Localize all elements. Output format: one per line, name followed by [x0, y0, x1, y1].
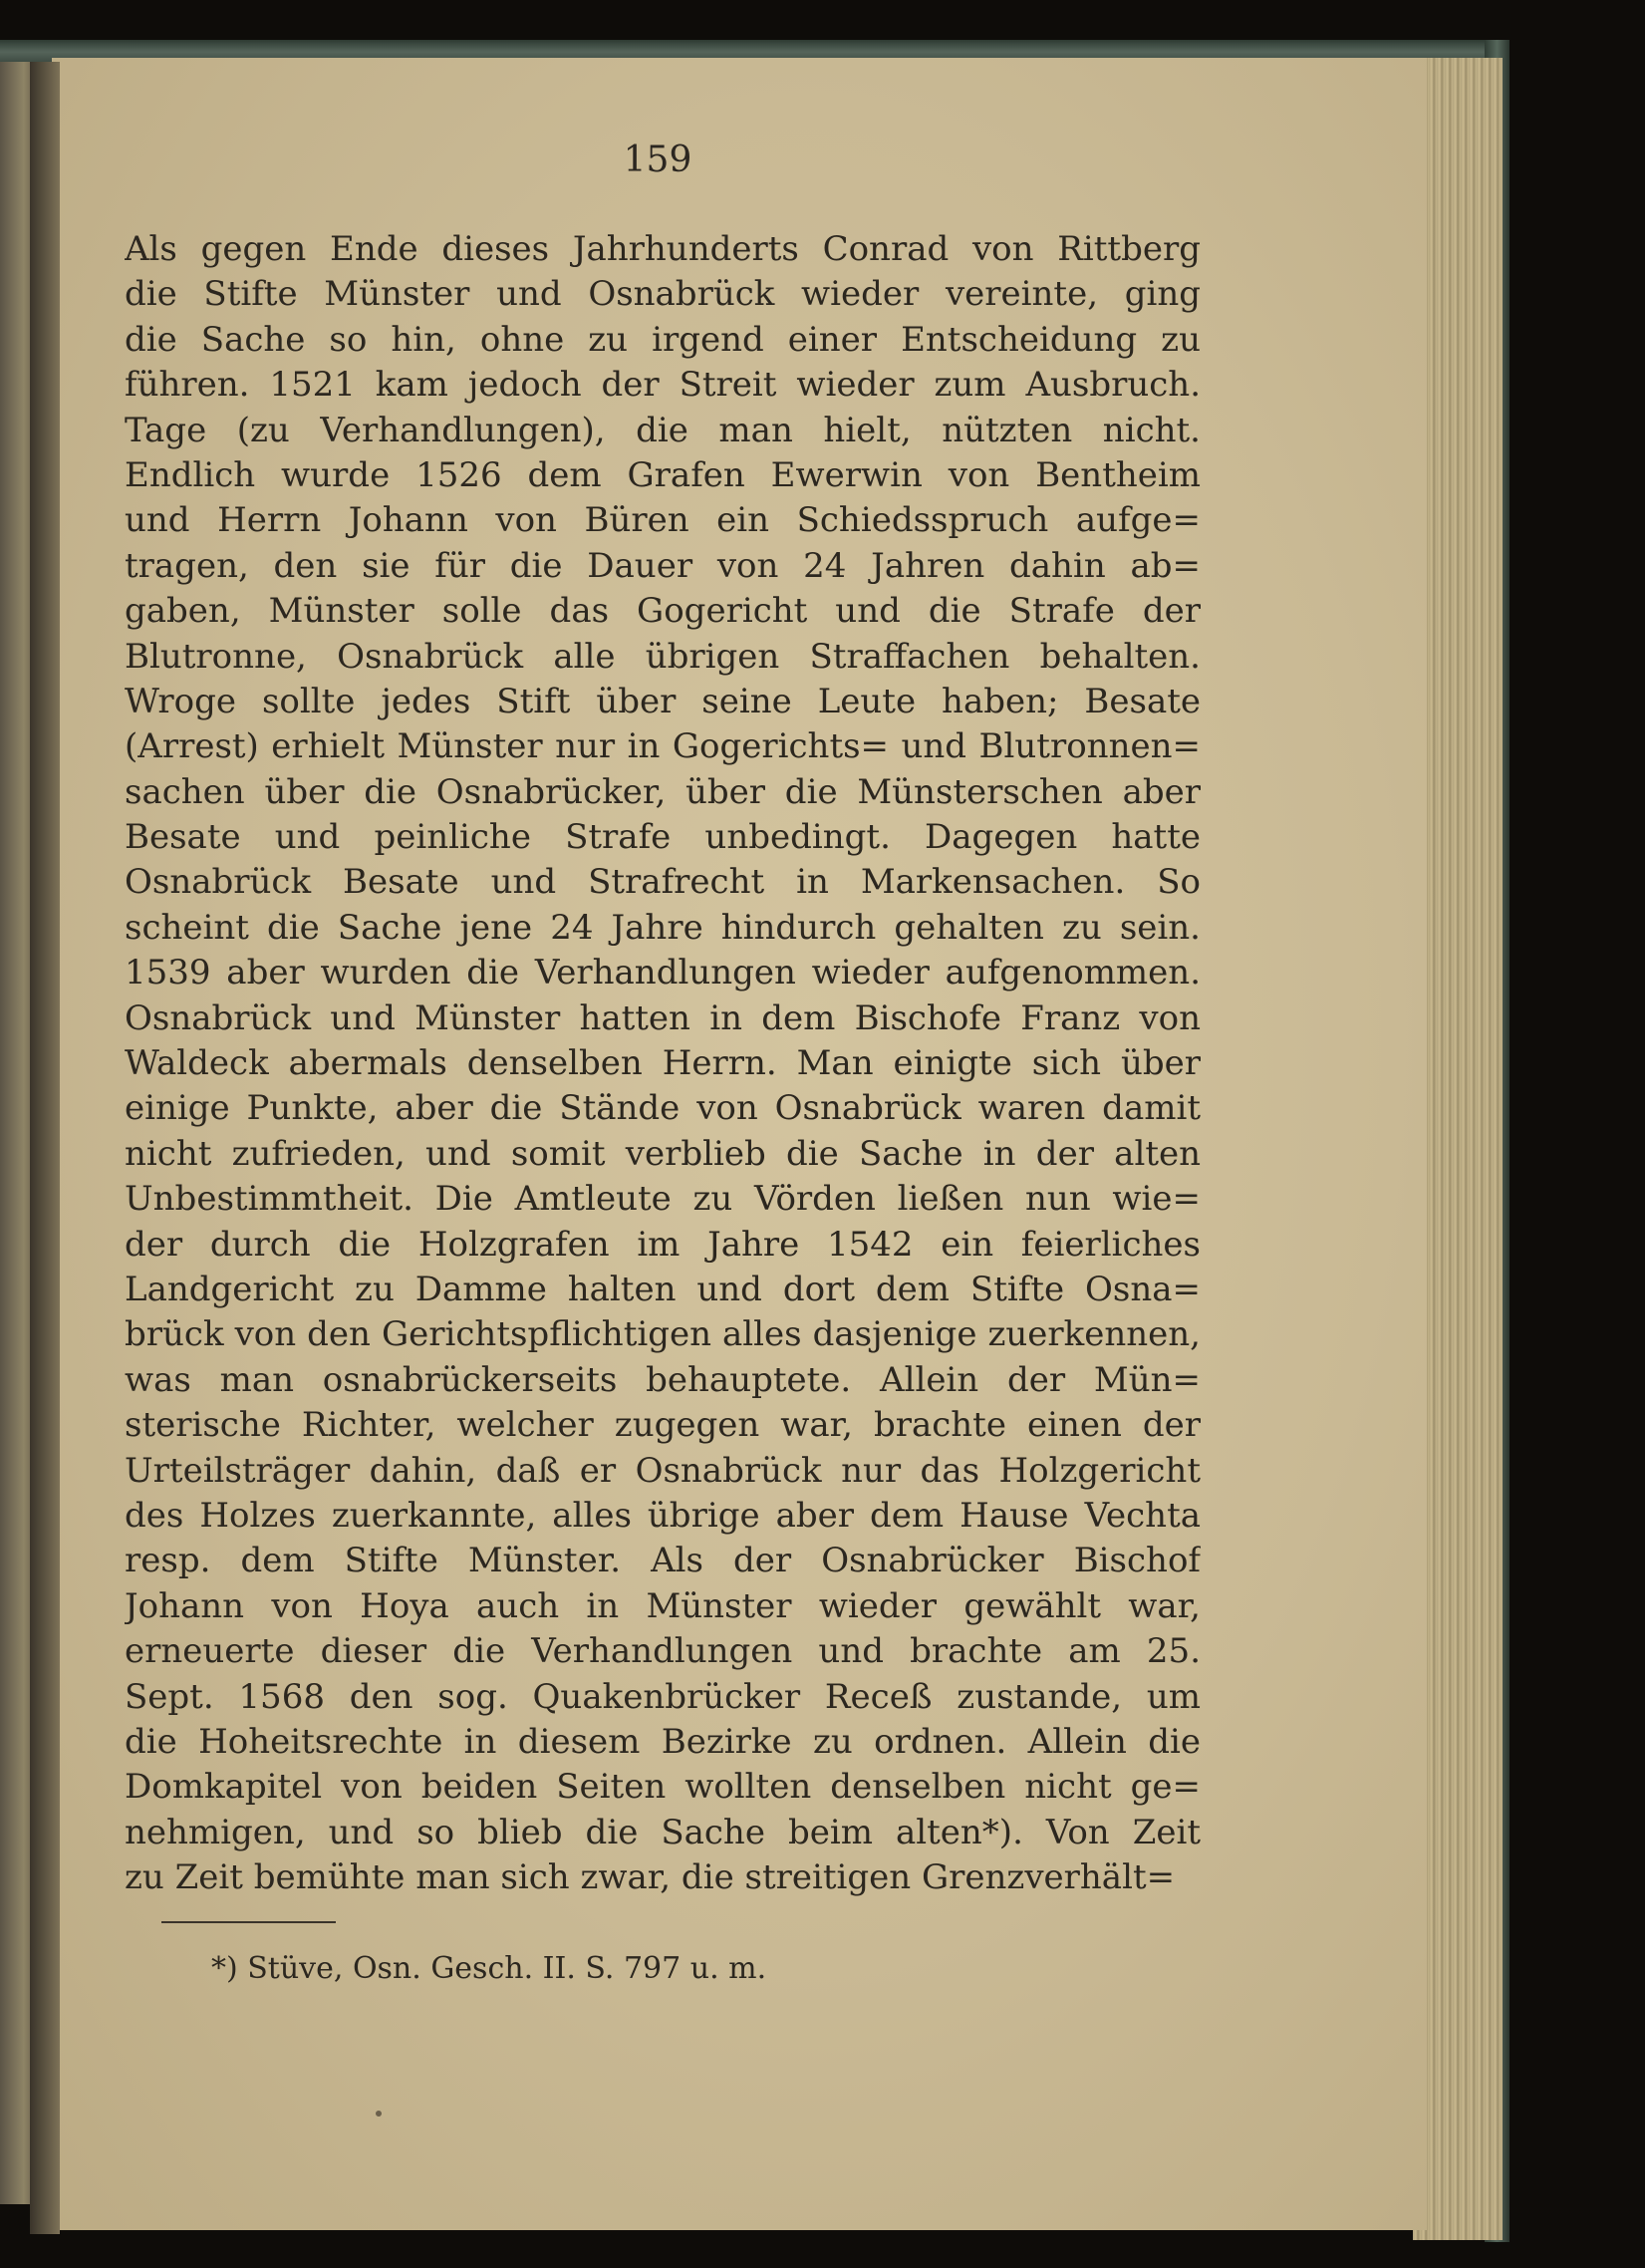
- footnote: *) Stüve, Osn. Gesch. II. S. 797 u. m.: [211, 1951, 767, 1986]
- text-line: und Herrn Johann von Büren ein Schiedsspruch aufge=: [125, 500, 1201, 541]
- text-line: führen. 1521 kam jedoch der Streit wieder zum Ausbruch.: [125, 365, 1201, 406]
- text-line: die Sache so hin, ohne zu irgend einer Entscheidung zu: [125, 319, 1201, 360]
- footnote-rule: [161, 1921, 336, 1923]
- text-line: erneuerte dieser die Verhandlungen und brachte am 25.: [125, 1631, 1201, 1672]
- text-line: Blutronne, Osnabrück alle übrigen Straffachen behalten.: [125, 636, 1201, 677]
- text-line: nehmigen, und so blieb die Sache beim alten*). Von Zeit: [125, 1812, 1201, 1852]
- text-line: sachen über die Osnabrücker, über die Münsterschen aber: [125, 771, 1201, 812]
- text-line: gaben, Münster solle das Gogericht und die Strafe der: [125, 591, 1201, 632]
- text-line: (Arrest) erhielt Münster nur in Gogerichts= und Blutronnen=: [125, 726, 1201, 767]
- text-line: Osnabrück und Münster hatten in dem Bischofe Franz von: [125, 997, 1201, 1038]
- text-line: zu Zeit bemühte man sich zwar, die streitigen Grenzverhält=: [125, 1857, 1176, 1898]
- text-line: scheint die Sache jene 24 Jahre hindurch gehalten zu sein.: [125, 907, 1201, 948]
- text-line: Unbestimmtheit. Die Amtleute zu Vörden ließen nun wie=: [125, 1179, 1201, 1220]
- text-line: Sept. 1568 den sog. Quakenbrücker Receß zustande, um: [125, 1676, 1201, 1717]
- text-line: des Holzes zuerkannte, alles übrige aber dem Hause Vechta: [125, 1495, 1201, 1536]
- text-line: Als gegen Ende dieses Jahrhunderts Conrad von Rittberg: [125, 229, 1201, 269]
- text-line: die Hoheitsrechte in diesem Bezirke zu ordnen. Allein die: [125, 1721, 1201, 1762]
- paper-speck: [376, 2111, 382, 2117]
- text-line: Landgericht zu Damme halten und dort dem Stifte Osna=: [125, 1269, 1201, 1309]
- text-line: Waldeck abermals denselben Herrn. Man einigte sich über: [125, 1043, 1201, 1084]
- text-line: die Stifte Münster und Osnabrück wieder vereinte, ging: [125, 274, 1201, 315]
- text-line: was man osnabrückerseits behauptete. Allein der Mün=: [125, 1359, 1201, 1400]
- text-line: tragen, den sie für die Dauer von 24 Jahren dahin ab=: [125, 545, 1201, 586]
- text-line: 1539 aber wurden die Verhandlungen wieder aufgenommen.: [125, 953, 1201, 993]
- text-line: Domkapitel von beiden Seiten wollten denselben nicht ge=: [125, 1767, 1201, 1808]
- text-line: Tage (zu Verhandlungen), die man hielt, nützten nicht.: [125, 410, 1201, 450]
- text-line: Osnabrück Besate und Strafrecht in Markensachen. So: [125, 862, 1201, 903]
- text-line: einige Punkte, aber die Stände von Osnabrück waren damit: [125, 1088, 1201, 1129]
- text-line: Endlich wurde 1526 dem Grafen Ewerwin von Bentheim: [125, 454, 1201, 495]
- text-line: der durch die Holzgrafen im Jahre 1542 ein feierliches: [125, 1224, 1201, 1265]
- text-line: Urteilsträger dahin, daß er Osnabrück nur das Holzgericht: [125, 1450, 1201, 1491]
- text-line: Johann von Hoya auch in Münster wieder gewählt war,: [125, 1585, 1201, 1626]
- text-line: Wroge sollte jedes Stift über seine Leute haben; Besate: [125, 681, 1201, 721]
- text-line: resp. dem Stifte Münster. Als der Osnabrücker Bischof: [125, 1541, 1201, 1581]
- text-line: nicht zufrieden, und somit verblieb die Sache in der alten: [125, 1133, 1201, 1174]
- left-page-edge: [0, 62, 34, 2204]
- book-gutter: [30, 62, 60, 2234]
- body-text: [125, 227, 1201, 1900]
- text-line: Besate und peinliche Strafe unbedingt. Dagegen hatte: [125, 817, 1201, 858]
- text-line: sterische Richter, welcher zugegen war, brachte einen der: [125, 1405, 1201, 1446]
- page-number: 159: [623, 140, 692, 180]
- text-line: brück von den Gerichtspflichtigen alles dasjenige zuerkennen,: [125, 1314, 1201, 1355]
